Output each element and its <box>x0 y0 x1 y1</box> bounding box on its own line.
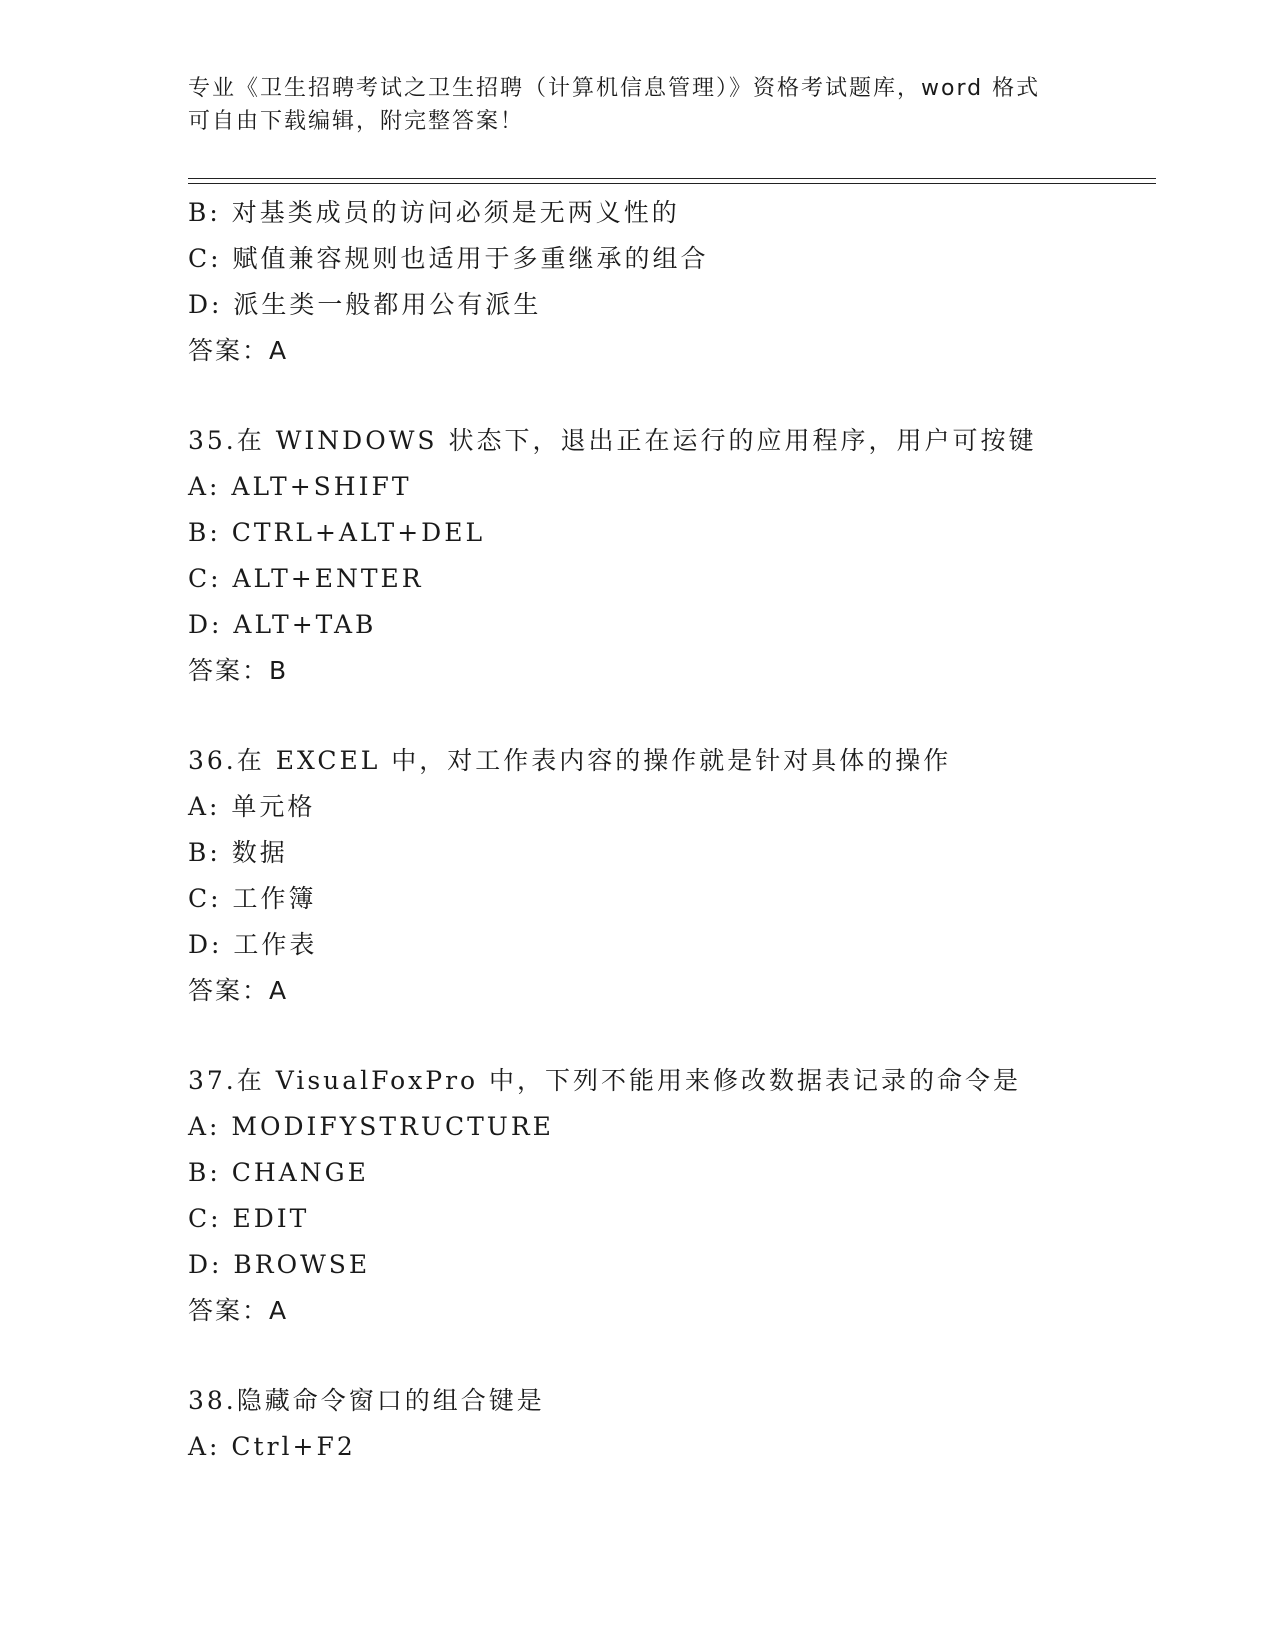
header-divider-top <box>188 178 1156 179</box>
question-block-37 <box>188 1058 1148 1334</box>
option-a: A: MODIFYSTRUCTURE <box>188 1112 554 1141</box>
question-title: 36.在 EXCEL 中，对工作表内容的操作就是针对具体的操作 <box>188 746 952 775</box>
question-list <box>188 190 1148 1470</box>
header-line-1: 专业《卫生招聘考试之卫生招聘（计算机信息管理）》资格考试题库，word 格式 <box>188 76 1041 101</box>
header-line-2: 可自由下载编辑，附完整答案！ <box>188 109 525 134</box>
option-d: D: ALT+TAB <box>188 610 377 639</box>
question-title: 38.隐藏命令窗口的组合键是 <box>188 1386 545 1415</box>
option-c: C: 赋值兼容规则也适用于多重继承的组合 <box>188 244 709 273</box>
question-block-35 <box>188 418 1148 694</box>
header-divider-bottom <box>188 183 1156 184</box>
option-c: C: ALT+ENTER <box>188 564 424 593</box>
answer-line: 答案：A <box>188 976 289 1005</box>
question-block-36 <box>188 738 1148 1014</box>
option-c: C: EDIT <box>188 1204 310 1233</box>
option-b: B: CHANGE <box>188 1158 369 1187</box>
option-d: D: 派生类一般都用公有派生 <box>188 290 542 319</box>
option-b: B: 数据 <box>188 838 288 867</box>
question-title: 37.在 VisualFoxPro 中，下列不能用来修改数据表记录的命令是 <box>188 1066 1022 1095</box>
answer-line: 答案：A <box>188 1296 289 1325</box>
question-block-continued <box>188 190 1148 374</box>
option-d: D: 工作表 <box>188 930 318 959</box>
option-b: B: CTRL+ALT+DEL <box>188 518 486 547</box>
option-d: D: BROWSE <box>188 1250 371 1279</box>
question-block-38 <box>188 1378 1148 1470</box>
option-a: A: Ctrl+F2 <box>188 1432 356 1461</box>
document-header <box>188 72 1088 138</box>
option-b: B: 对基类成员的访问必须是无两义性的 <box>188 198 680 227</box>
question-title: 35.在 WINDOWS 状态下，退出正在运行的应用程序，用户可按键 <box>188 426 1037 455</box>
option-a: A: 单元格 <box>188 792 316 821</box>
answer-line: 答案：A <box>188 336 289 365</box>
option-c: C: 工作簿 <box>188 884 317 913</box>
answer-line: 答案：B <box>188 656 289 685</box>
option-a: A: ALT+SHIFT <box>188 472 412 501</box>
